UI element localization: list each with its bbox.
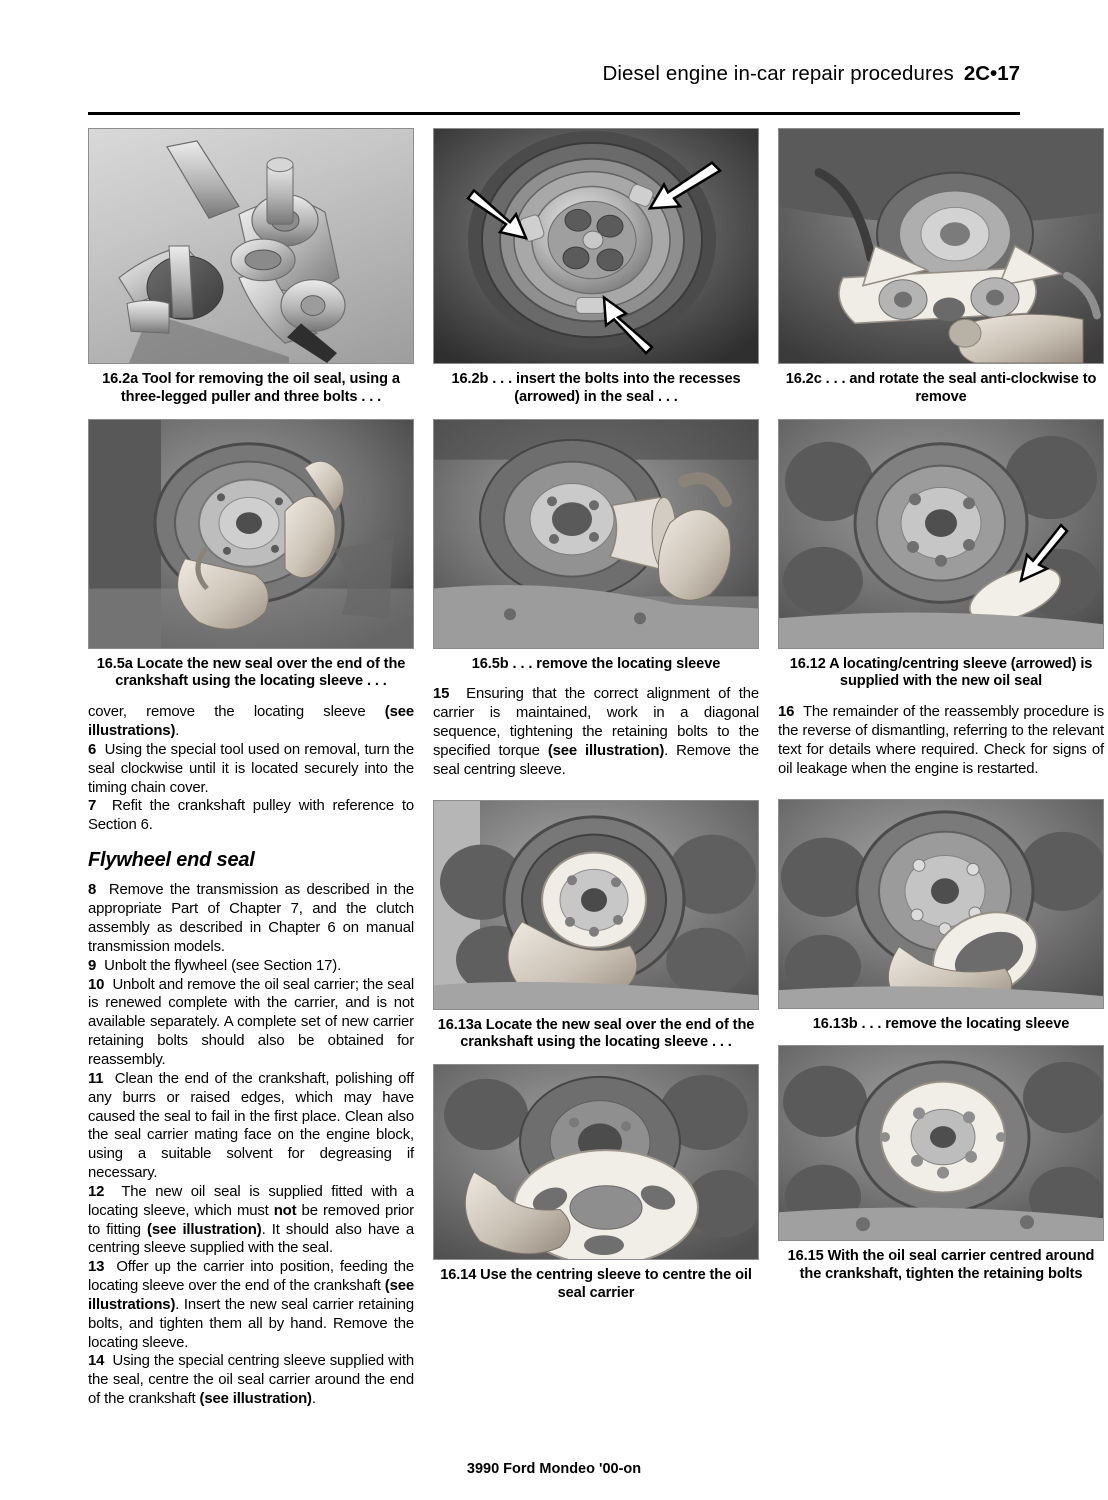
rotate-seal-illustration bbox=[779, 129, 1103, 363]
figure-16-12-image bbox=[778, 419, 1104, 649]
figure-16-13a-image bbox=[433, 800, 759, 1010]
column-3-body-text bbox=[778, 703, 1104, 778]
page-header bbox=[88, 62, 1020, 86]
figure-16-14 bbox=[433, 1064, 759, 1303]
paragraph-10: 10 Unbolt and remove the oil seal carrier; the seal is renewed complete with the carrier, and is not available separately. A complete set of new carrier retaining bolts should also be obtained for reassembly. bbox=[88, 976, 414, 1068]
figure-16-5a-caption: 16.5a Locate the new seal over the end of the crankshaft using the locating sleeve . . . bbox=[96, 655, 406, 690]
figure-16-14-image bbox=[433, 1064, 759, 1260]
paragraph-6: 6 Using the special tool used on removal, turn the seal clockwise until it is located securely into the timing chain cover. bbox=[88, 741, 414, 796]
page-footer: 3990 Ford Mondeo '00-on bbox=[466, 1461, 642, 1477]
figure-16-5b-image bbox=[433, 419, 759, 649]
column-left-figures bbox=[88, 128, 414, 1409]
remove-locating-sleeve-illustration bbox=[434, 420, 758, 648]
paragraph-13: 13 Offer up the carrier into position, feeding the locating sleeve over the end of the crankshaft (see illustrations). Insert the new seal carrier retaining bolts, and tighten them all by hand. Remove the locating sleeve. bbox=[88, 1259, 414, 1351]
figure-16-2a-caption: 16.2a Tool for removing the oil seal, using a three-legged puller and three bolts . . . bbox=[102, 371, 400, 405]
figure-16-5b-caption: 16.5b . . . remove the locating sleeve bbox=[471, 655, 721, 672]
figure-16-2b bbox=[433, 128, 759, 407]
figure-16-5a bbox=[88, 419, 414, 692]
column-right bbox=[778, 128, 1104, 1296]
paragraph-12: 12 The new oil seal is supplied fitted with a locating sleeve, which must not be removed prior to fitting (see illustration). It should also have a centring sleeve supplied with the seal. bbox=[88, 1183, 414, 1257]
subheading-flywheel-end-seal: Flywheel end seal bbox=[88, 849, 255, 872]
paragraph-continued: cover, remove the locating sleeve (see illustrations). bbox=[88, 704, 414, 740]
paragraph-11: 11 Clean the end of the crankshaft, polishing off any burrs or raised edges, which may have caused the seal to fail in the first place. Clean also the seal carrier mating face on the engine block, using a suitable solvent for degreasing if necessary. bbox=[88, 1070, 414, 1182]
header-divider bbox=[88, 112, 1020, 115]
figure-16-5b bbox=[433, 419, 759, 674]
figure-16-14-caption: 16.14 Use the centring sleeve to centre the oil seal carrier bbox=[440, 1267, 752, 1301]
figure-16-13a-caption: 16.13a Locate the new seal over the end of the crankshaft using the locating sleeve . . . bbox=[437, 1016, 755, 1051]
column-2-body-text bbox=[433, 685, 759, 779]
paragraph-14: 14 Using the special centring sleeve supplied with the seal, centre the oil seal carrier around the end of the crankshaft (see illustration). bbox=[88, 1353, 414, 1408]
figure-16-15 bbox=[778, 1045, 1104, 1284]
paragraph-8: 8 Remove the transmission as described in the appropriate Part of Chapter 7, and the clutch assembly as described in Chapter 6 on manual transmission models. bbox=[88, 882, 414, 955]
figure-16-2c bbox=[778, 128, 1104, 407]
paragraph-7: 7 Refit the crankshaft pulley with reference to Section 6. bbox=[88, 798, 414, 834]
paragraph-9: 9 Unbolt the flywheel (see Section 17). bbox=[88, 957, 342, 974]
figure-16-13b-caption: 16.13b . . . remove the locating sleeve bbox=[812, 1015, 1070, 1032]
figure-16-2a-image bbox=[88, 128, 414, 364]
oil-seal-fitting-illustration bbox=[89, 420, 413, 648]
remove-sleeve-flywheel-illustration bbox=[779, 800, 1103, 1008]
locate-new-seal-illustration bbox=[434, 801, 758, 1009]
figure-16-2c-image bbox=[778, 128, 1104, 364]
figure-16-13b-image bbox=[778, 799, 1104, 1009]
page-title: Diesel engine in-car repair procedures bbox=[602, 62, 954, 85]
paragraph-15: 15 Ensuring that the correct alignment of the carrier is maintained, work in a diagonal sequence, tightening the retaining bolts to the specified torque (see illustration). Remove the seal centring sleeve. bbox=[433, 686, 760, 778]
figure-16-12 bbox=[778, 419, 1104, 692]
figure-16-15-caption: 16.15 With the oil seal carrier centred around the crankshaft, tighten the retaining bolts bbox=[787, 1248, 1095, 1283]
figure-16-2a bbox=[88, 128, 414, 407]
figure-16-2b-caption: 16.2b . . . insert the bolts into the recesses (arrowed) in the seal . . . bbox=[451, 371, 741, 405]
column-1-body-text bbox=[88, 703, 414, 1409]
locating-centring-sleeve-illustration bbox=[779, 420, 1103, 648]
seal-recesses-illustration bbox=[434, 129, 758, 363]
paragraph-16: 16 The remainder of the reassembly procedure is the reverse of dismantling, referring to the relevant text for details where required. Check for signs of oil leakage when the engine is restarted. bbox=[778, 704, 1104, 777]
figure-16-15-image bbox=[778, 1045, 1104, 1241]
page-number: 2C•17 bbox=[963, 62, 1020, 85]
figure-16-5a-image bbox=[88, 419, 414, 649]
figure-16-2b-image bbox=[433, 128, 759, 364]
three-legged-puller-illustration bbox=[89, 129, 413, 363]
column-middle bbox=[433, 128, 759, 1315]
figure-16-12-caption: 16.12 A locating/centring sleeve (arrowed) is supplied with the new oil seal bbox=[789, 655, 1093, 690]
figure-16-13a bbox=[433, 800, 759, 1053]
tighten-retaining-bolts-illustration bbox=[779, 1046, 1103, 1240]
figure-16-2c-caption: 16.2c . . . and rotate the seal anti-clockwise to remove bbox=[785, 371, 1097, 405]
centring-sleeve-illustration bbox=[434, 1065, 758, 1259]
figure-16-13b bbox=[778, 799, 1104, 1034]
